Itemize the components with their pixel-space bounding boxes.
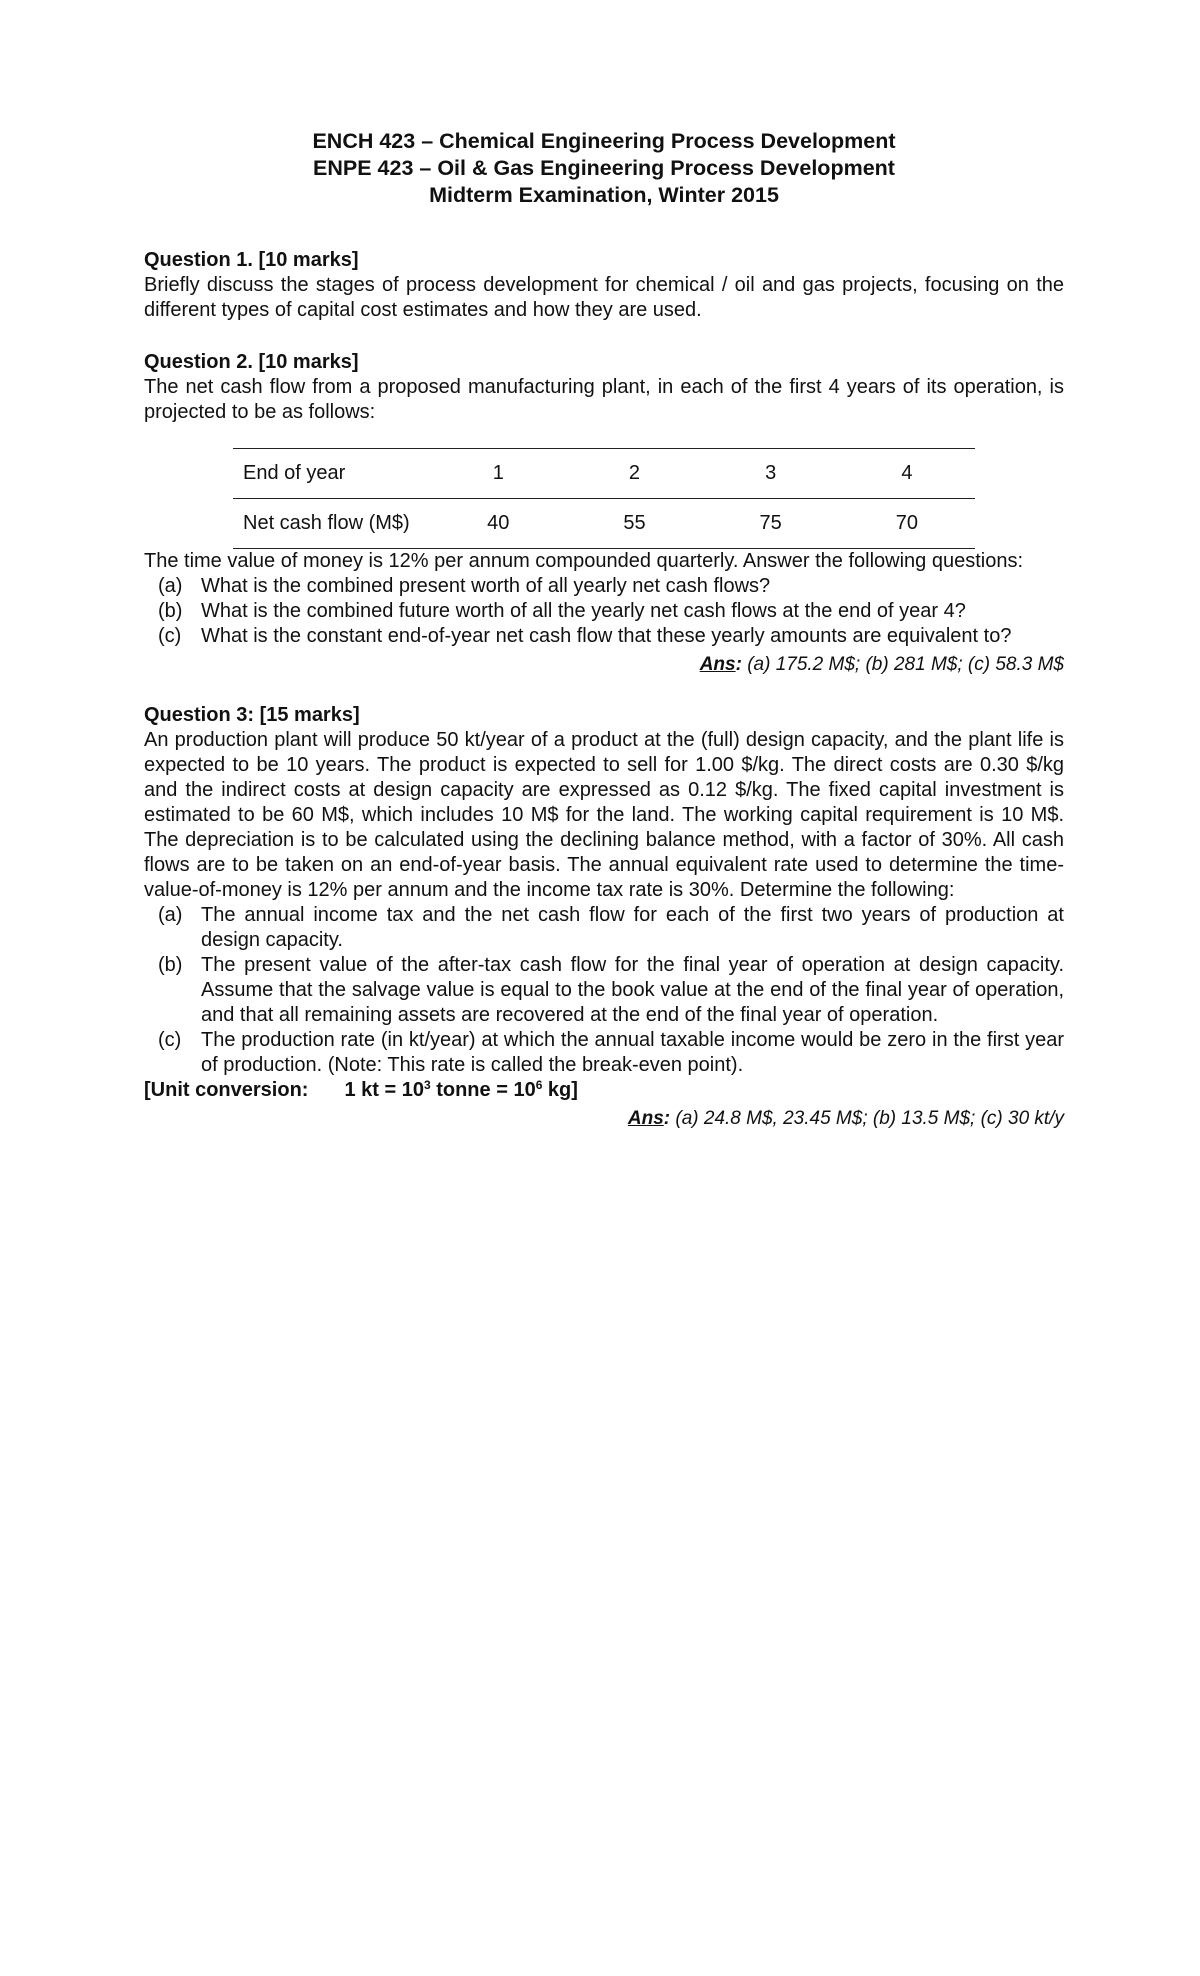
table-cell: 55 — [566, 499, 702, 549]
unit-exponent: 3 — [423, 1078, 431, 1092]
part-text: What is the combined present worth of all yearly net cash flows? — [201, 575, 771, 597]
course-title-enpe: ENPE 423 – Oil & Gas Engineering Process Development — [313, 156, 895, 180]
question-2-text: The time value of money is 12% per annum compounded quarterly. Answer the following questions: — [144, 550, 1024, 572]
table-row-label: Net cash flow (M$) — [233, 499, 430, 549]
list-item — [144, 953, 1064, 1028]
table-cell: 70 — [839, 499, 975, 549]
table-row — [233, 499, 975, 549]
answer-label: Ans — [699, 654, 736, 675]
part-text: The annual income tax and the net cash flow for each of the first two years of production at design capacity. — [201, 904, 1064, 951]
answer-label: Ans — [627, 1108, 664, 1129]
unit-exponent: 6 — [535, 1078, 543, 1092]
part-label: (b) — [158, 954, 183, 976]
question-1-title: Question 1. [10 marks] — [144, 249, 359, 271]
unit-conversion-label: [Unit conversion: — [144, 1079, 309, 1101]
question-1-body: Briefly discuss the stages of process development for chemical / oil and gas projects, focusing on the different types of capital cost estimates and how they are used. — [144, 274, 1064, 321]
table-cell: 75 — [703, 499, 839, 549]
question-3-title: Question 3: [15 marks] — [144, 704, 360, 726]
question-2-answer: Ans: (a) 175.2 M$; (b) 281 M$; (c) 58.3 M$ — [699, 654, 1064, 675]
exam-page — [144, 128, 1064, 1131]
unit-end: kg] — [542, 1079, 578, 1101]
cash-flow-table — [233, 448, 975, 549]
list-item — [144, 903, 1064, 953]
question-3-answer: Ans: (a) 24.8 M$, 23.45 M$; (b) 13.5 M$; (c) 30 kt/y — [627, 1108, 1064, 1129]
part-label: (b) — [158, 600, 183, 622]
question-2-intro: The net cash flow from a proposed manufacturing plant, in each of the first 4 years of its operation, is projected to be as follows: — [144, 376, 1064, 423]
course-title-ench: ENCH 423 – Chemical Engineering Process Development — [312, 129, 896, 153]
table-row-label: End of year — [233, 449, 430, 499]
answer-text: (a) 175.2 M$; (b) 281 M$; (c) 58.3 M$ — [747, 654, 1064, 675]
part-text: The production rate (in kt/year) at which the annual taxable income would be zero in the first year of production. (Note: This rate is called the break-even point). — [201, 1029, 1064, 1076]
unit-lhs: 1 kt = 10 — [344, 1079, 424, 1101]
exam-title: Midterm Examination, Winter 2015 — [429, 183, 779, 207]
answer-text: (a) 24.8 M$, 23.45 M$; (b) 13.5 M$; (c) 30 kt/y — [675, 1108, 1064, 1129]
part-label: (a) — [158, 904, 183, 926]
table-cell: 2 — [566, 449, 702, 499]
list-item — [144, 599, 1064, 624]
exam-header — [144, 128, 1064, 209]
table-row — [233, 449, 975, 499]
question-3-parts — [144, 903, 1064, 1078]
list-item — [144, 624, 1064, 649]
part-label: (c) — [158, 625, 182, 647]
table-cell: 4 — [839, 449, 975, 499]
table-cell: 3 — [703, 449, 839, 499]
table-cell: 1 — [430, 449, 566, 499]
part-label: (a) — [158, 575, 183, 597]
list-item — [144, 574, 1064, 599]
part-text: What is the combined future worth of all the yearly net cash flows at the end of year 4? — [201, 600, 966, 622]
unit-conversion — [144, 1078, 1064, 1103]
part-text: What is the constant end-of-year net cash flow that these yearly amounts are equivalent to? — [201, 625, 1012, 647]
part-text: The present value of the after-tax cash flow for the final year of operation at design capacity. Assume that the salvage value is equal to the book value at the end of the final year of operation, and that all remaining assets are recovered at the end of the final year of operation. — [201, 954, 1064, 1026]
unit-mid: tonne = 10 — [430, 1079, 536, 1101]
part-label: (c) — [158, 1029, 182, 1051]
question-3-body: An production plant will produce 50 kt/year of a product at the (full) design capacity, and the plant life is expected to be 10 years. The product is expected to sell for 1.00 $/kg. The direct costs are 0.30 $/kg and the indirect costs at design capacity are expressed as 0.12 $/kg. The fixed capital investment is estimated to be 60 M$, which includes 10 M$ for the land. The working capital requirement is 10 M$. The depreciation is to be calculated using the declining balance method, with a factor of 30%. All cash flows are to be taken on an end-of-year basis. The annual equivalent rate used to determine the time-value-of-money is 12% per annum and the income tax rate is 30%. Determine the following: — [144, 729, 1064, 901]
question-2-parts — [144, 574, 1064, 649]
list-item — [144, 1028, 1064, 1078]
question-2-title: Question 2. [10 marks] — [144, 351, 359, 373]
table-cell: 40 — [430, 499, 566, 549]
